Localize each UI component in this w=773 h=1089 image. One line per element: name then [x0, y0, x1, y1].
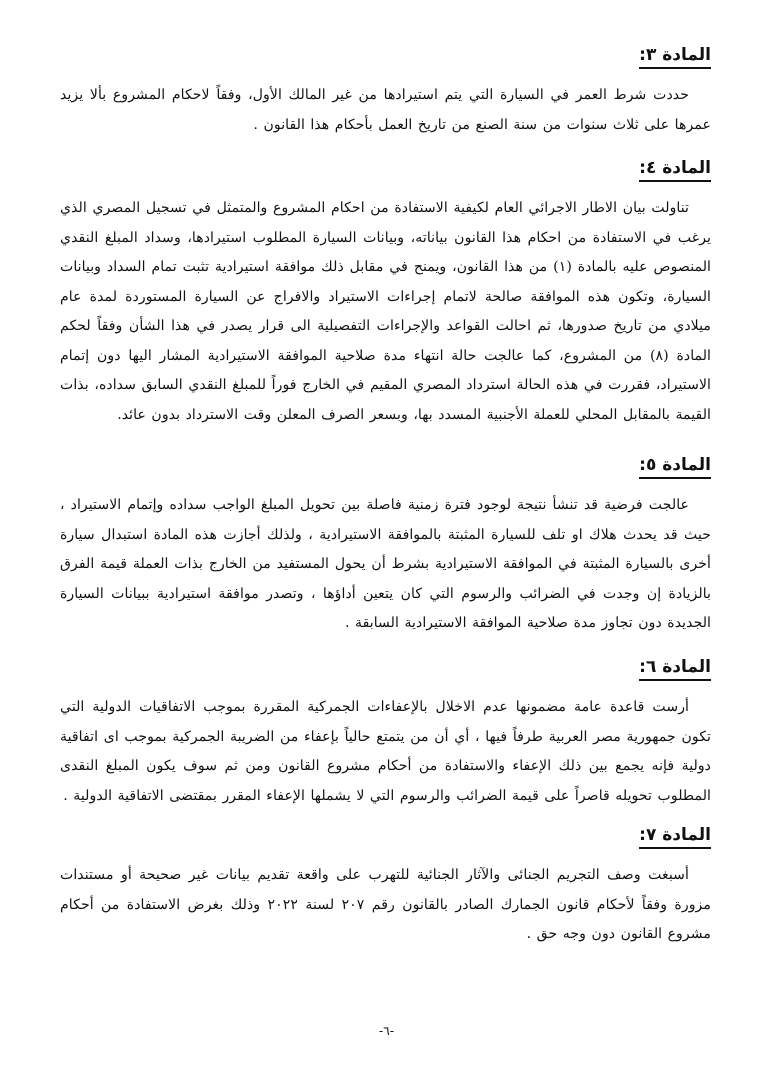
page-number: -٦- [378, 1024, 395, 1038]
article-4-body: تناولت بيان الاطار الاجرائي العام لكيفية الاستفادة من احكام المشروع والمتمثل في تسجيل المصري الذي يرغب في الاستفادة من احكام هذا القانون بياناته، وبيانات السيارة المطلوب استيرادها، وسداد المبلغ النقدي المنصوص عليه بالمادة (١) من هذا القانون، ويمنح في مقابل ذلك موافقة استيرادية تثبت تمام السداد وبيانات السيارة، وتكون هذه الموافقة صالحة لاتمام إجراءات الاستيراد والافراج عن السيارة المستوردة لمدة عام ميلادي من تاريخ صدورها، ثم احالت القواعد والإجراءات التفصيلية الى قرار يصدر في هذا الشأن وفقاً لحكم المادة (٨) من المشروع، كما عالجت حالة انتهاء مدة صلاحية الموافقة الاستيرادية المشار اليها دون إتمام الاستيراد، فقررت في هذه الحالة استرداد المصري المقيم في الخارج فوراً للمبلغ النقدي السابق سداده، بذات القيمة بالمقابل المحلي للعملة الأجنبية المسدد بها، وبسعر الصرف المعلن وقت الاسترداد بدون عائد. [60, 200, 711, 423]
article-4 [60, 157, 711, 430]
article-6-body: أرست قاعدة عامة مضمونها عدم الاخلال بالإعفاءات الجمركية المقررة بموجب الاتفاقيات الدولية التي تكون جمهورية مصر العربية طرفاً فيها ، أي أن من يتمتع حالياً بإعفاء من الضريبة الجمركية بموجب اى اتفاقية دولية فإنه يجمع بين ذلك الإعفاء والاستفادة من أحكام مشروع القانون ومن ثم سوف يكون المبلغ النقدى المطلوب تحويله قاصراً على قيمة الضرائب والرسوم التي لا يشملها الإعفاء المقرر بمقتضى الاتفاقية الدولية . [60, 699, 711, 804]
article-7 [60, 824, 711, 950]
article-3-heading: المادة ٣: [639, 44, 711, 69]
article-7-heading: المادة ٧: [639, 824, 711, 849]
article-7-body: أسبغت وصف التجريم الجنائى والآثار الجنائية للتهرب على واقعة تقديم بيانات غير صحيحة أو مستندات مزورة وفقاً لأحكام قانون الجمارك الصادر بالقانون رقم ٢٠٧ لسنة ٢٠٢٢ وذلك بغرض الاستفادة من أحكام مشروع القانون دون وجه حق . [60, 867, 711, 942]
article-3-body: حددت شرط العمر في السيارة التي يتم استيرادها من غير المالك الأول، وفقاً لاحكام المشروع بألا يزيد عمرها على ثلاث سنوات من سنة الصنع من تاريخ العمل بأحكام هذا القانون . [60, 87, 711, 133]
article-3 [60, 44, 711, 140]
article-5 [60, 454, 711, 639]
article-4-heading: المادة ٤: [639, 157, 711, 182]
article-6 [60, 656, 711, 811]
article-5-heading: المادة ٥: [639, 454, 711, 479]
article-5-body: عالجت فرضية قد تنشأ نتيجة لوجود فترة زمنية فاصلة بين تحويل المبلغ الواجب سداده وإتمام الاستيراد ، حيث قد يحدث هلاك او تلف للسيارة المثبتة بالموافقة الاستيرادية ، ولذلك أجازت هذه المادة استبدال سيارة أخرى بالسيارة المثبتة في الموافقة الاستيرادية بشرط أن يحول المستفيد من الخارج بذات العملة قيمة الفرق بالزيادة إن وجدت في الضرائب والرسوم التي كان يتعين أداؤها ، وتصدر موافقة استيرادية ببيانات السيارة الجديدة دون تجاوز مدة صلاحية الموافقة الاستيرادية السابقة . [60, 497, 711, 631]
article-6-heading: المادة ٦: [639, 656, 711, 681]
